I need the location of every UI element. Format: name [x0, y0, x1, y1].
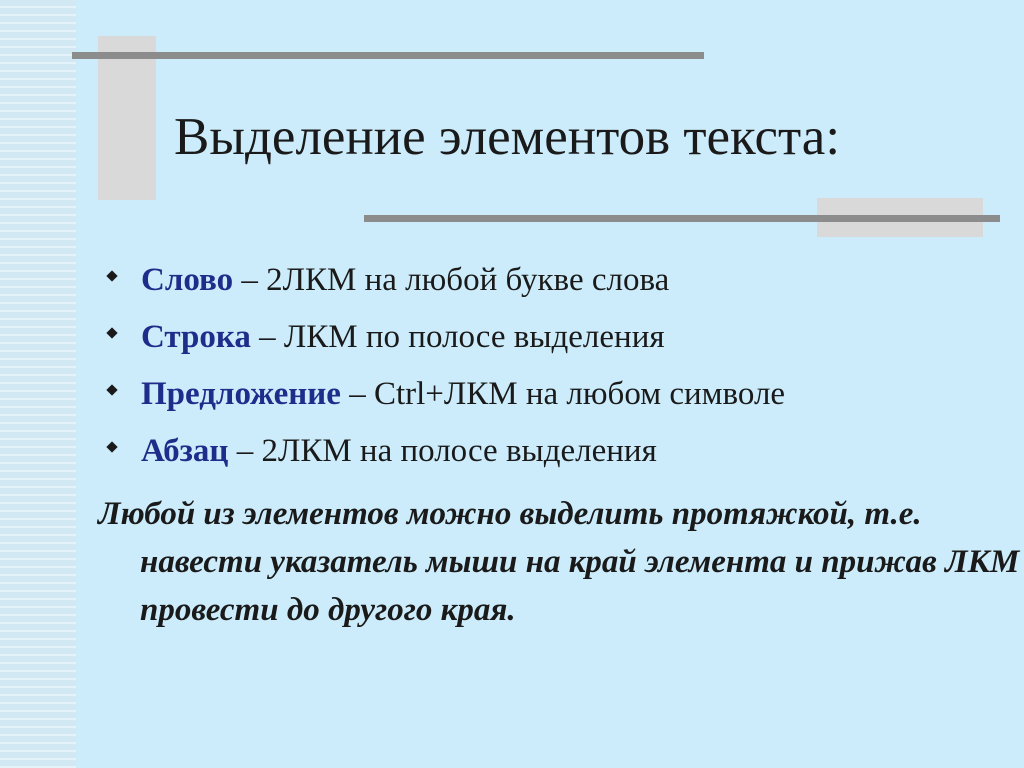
bullet-term: Абзац — [141, 433, 229, 469]
diamond-icon — [106, 270, 117, 281]
bullet-description: – 2ЛКМ на полосе выделения — [228, 433, 657, 469]
decorative-gray-block-left — [98, 36, 156, 200]
bullet-term: Строка — [141, 319, 251, 355]
slide-title: Выделение элементов текста: — [174, 108, 841, 166]
bullet-text — [141, 315, 665, 359]
bullet-term: Предложение — [141, 376, 341, 412]
bullet-term: Слово — [141, 262, 234, 298]
decorative-bar-middle — [364, 215, 1000, 222]
bullet-description: – Ctrl+ЛКМ на любом символе — [340, 376, 786, 412]
decorative-bar-top — [72, 52, 704, 59]
bullet-description: – ЛКМ по полосе выделения — [250, 319, 665, 355]
bullet-text — [141, 372, 785, 416]
bullet-description: – 2ЛКМ на любой букве слова — [233, 262, 670, 298]
slide-note: Любой из элементов можно выделить протяжкой, т.е. навести указатель мыши на край элемента и прижав ЛКМ провести до другого края. — [98, 496, 1020, 628]
bullet-text — [141, 258, 669, 302]
decorative-stripes — [0, 0, 76, 768]
diamond-icon — [106, 441, 117, 452]
diamond-icon — [106, 384, 117, 395]
bullet-text — [141, 429, 657, 473]
diamond-icon — [106, 327, 117, 338]
